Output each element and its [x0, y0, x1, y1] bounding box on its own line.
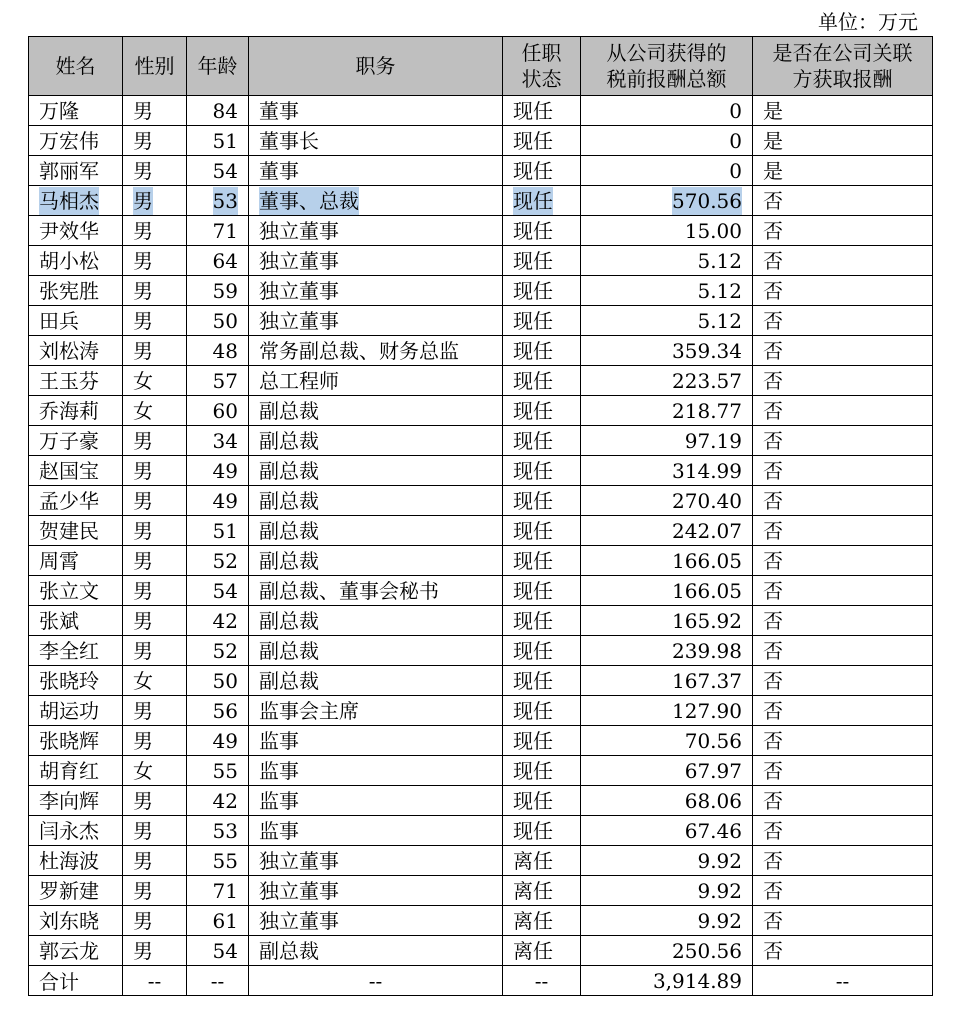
cell-pay: 239.98 [581, 636, 753, 666]
cell-sex: 男 [123, 696, 187, 726]
cell-position: 副总裁、董事会秘书 [249, 576, 503, 606]
header-name: 姓名 [29, 37, 123, 96]
cell-position: 独立董事 [249, 216, 503, 246]
cell-status: 现任 [503, 306, 581, 336]
cell-position: 监事 [249, 786, 503, 816]
cell-sex: 女 [123, 366, 187, 396]
header-position: 职务 [249, 37, 503, 96]
cell-position: 独立董事 [249, 876, 503, 906]
cell-status: 离任 [503, 906, 581, 936]
table-row [29, 216, 933, 246]
total-sex: -- [123, 966, 187, 996]
cell-pay: 67.46 [581, 816, 753, 846]
cell-related: 否 [753, 546, 933, 576]
cell-related: 否 [753, 726, 933, 756]
cell-age: 42 [187, 606, 249, 636]
cell-sex: 男 [123, 636, 187, 666]
cell-age: 52 [187, 546, 249, 576]
table-row [29, 456, 933, 486]
cell-status: 离任 [503, 936, 581, 966]
cell-related: 是 [753, 126, 933, 156]
total-position: -- [249, 966, 503, 996]
cell-name: 闫永杰 [29, 816, 123, 846]
cell-age: 57 [187, 366, 249, 396]
cell-pay: 223.57 [581, 366, 753, 396]
table-row [29, 336, 933, 366]
cell-related: 否 [753, 846, 933, 876]
cell-pay: 68.06 [581, 786, 753, 816]
cell-name: 赵国宝 [29, 456, 123, 486]
cell-related: 否 [753, 366, 933, 396]
cell-name: 李向辉 [29, 786, 123, 816]
cell-position: 总工程师 [249, 366, 503, 396]
cell-pay: 0 [581, 156, 753, 186]
cell-name: 张斌 [29, 606, 123, 636]
cell-status: 现任 [503, 666, 581, 696]
cell-status: 现任 [503, 396, 581, 426]
cell-sex: 男 [123, 276, 187, 306]
cell-pay: 9.92 [581, 876, 753, 906]
cell-name: 杜海波 [29, 846, 123, 876]
cell-age: 52 [187, 636, 249, 666]
cell-pay: 166.05 [581, 546, 753, 576]
table-row [29, 726, 933, 756]
cell-status: 离任 [503, 876, 581, 906]
cell-position: 独立董事 [249, 246, 503, 276]
cell-status: 现任 [503, 576, 581, 606]
cell-age: 51 [187, 516, 249, 546]
cell-related: 否 [753, 636, 933, 666]
total-row [29, 966, 933, 996]
cell-age: 49 [187, 486, 249, 516]
cell-related: 否 [753, 786, 933, 816]
table-row [29, 756, 933, 786]
cell-pay: 0 [581, 126, 753, 156]
table-row [29, 366, 933, 396]
table-row [29, 426, 933, 456]
cell-related: 是 [753, 96, 933, 126]
cell-pay: 167.37 [581, 666, 753, 696]
cell-related: 否 [753, 276, 933, 306]
table-row [29, 786, 933, 816]
cell-pay: 15.00 [581, 216, 753, 246]
cell-age: 84 [187, 96, 249, 126]
cell-sex: 男 [123, 786, 187, 816]
cell-name: 周霄 [29, 546, 123, 576]
cell-age: 55 [187, 846, 249, 876]
cell-name: 王玉芬 [29, 366, 123, 396]
cell-position: 董事、总裁 [249, 186, 503, 216]
table-row [29, 186, 933, 216]
cell-sex: 男 [123, 126, 187, 156]
cell-name: 孟少华 [29, 486, 123, 516]
table-row [29, 546, 933, 576]
cell-position: 副总裁 [249, 936, 503, 966]
cell-name: 马相杰 [29, 186, 123, 216]
cell-name: 万子豪 [29, 426, 123, 456]
cell-pay: 5.12 [581, 276, 753, 306]
cell-related: 否 [753, 246, 933, 276]
cell-position: 副总裁 [249, 546, 503, 576]
cell-sex: 男 [123, 846, 187, 876]
cell-sex: 男 [123, 336, 187, 366]
cell-pay: 314.99 [581, 456, 753, 486]
cell-position: 监事 [249, 816, 503, 846]
total-pay: 3,914.89 [581, 966, 753, 996]
cell-position: 监事会主席 [249, 696, 503, 726]
cell-status: 现任 [503, 426, 581, 456]
cell-pay: 9.92 [581, 906, 753, 936]
total-status: -- [503, 966, 581, 996]
cell-sex: 男 [123, 186, 187, 216]
cell-sex: 男 [123, 906, 187, 936]
cell-status: 现任 [503, 126, 581, 156]
cell-age: 71 [187, 876, 249, 906]
cell-status: 现任 [503, 696, 581, 726]
cell-status: 现任 [503, 96, 581, 126]
cell-sex: 男 [123, 216, 187, 246]
cell-sex: 男 [123, 546, 187, 576]
cell-sex: 男 [123, 486, 187, 516]
cell-related: 否 [753, 456, 933, 486]
cell-age: 49 [187, 456, 249, 486]
cell-position: 董事 [249, 96, 503, 126]
table-row [29, 606, 933, 636]
cell-sex: 男 [123, 156, 187, 186]
cell-related: 否 [753, 606, 933, 636]
cell-sex: 男 [123, 426, 187, 456]
cell-position: 董事 [249, 156, 503, 186]
cell-status: 现任 [503, 606, 581, 636]
total-age: -- [187, 966, 249, 996]
table-row [29, 246, 933, 276]
cell-status: 现任 [503, 816, 581, 846]
unit-label: 单位：万元 [818, 10, 918, 34]
cell-position: 副总裁 [249, 486, 503, 516]
cell-age: 42 [187, 786, 249, 816]
cell-sex: 男 [123, 246, 187, 276]
cell-sex: 男 [123, 516, 187, 546]
cell-related: 否 [753, 576, 933, 606]
cell-age: 50 [187, 666, 249, 696]
cell-name: 田兵 [29, 306, 123, 336]
cell-name: 万宏伟 [29, 126, 123, 156]
cell-pay: 218.77 [581, 396, 753, 426]
cell-status: 现任 [503, 756, 581, 786]
cell-age: 71 [187, 216, 249, 246]
cell-status: 离任 [503, 846, 581, 876]
cell-age: 54 [187, 936, 249, 966]
cell-status: 现任 [503, 456, 581, 486]
cell-pay: 97.19 [581, 426, 753, 456]
table-row [29, 696, 933, 726]
cell-name: 郭云龙 [29, 936, 123, 966]
cell-name: 刘东晓 [29, 906, 123, 936]
cell-position: 副总裁 [249, 456, 503, 486]
cell-age: 54 [187, 576, 249, 606]
cell-status: 现任 [503, 636, 581, 666]
table-row [29, 126, 933, 156]
cell-age: 55 [187, 756, 249, 786]
cell-name: 张立文 [29, 576, 123, 606]
cell-sex: 男 [123, 606, 187, 636]
cell-position: 监事 [249, 756, 503, 786]
header-status: 任职 状态 [503, 37, 581, 96]
header-pay: 从公司获得的 税前报酬总额 [581, 37, 753, 96]
cell-name: 张宪胜 [29, 276, 123, 306]
cell-pay: 242.07 [581, 516, 753, 546]
table-row [29, 936, 933, 966]
cell-related: 是 [753, 156, 933, 186]
cell-sex: 女 [123, 666, 187, 696]
cell-name: 张晓辉 [29, 726, 123, 756]
cell-pay: 166.05 [581, 576, 753, 606]
cell-related: 否 [753, 426, 933, 456]
cell-position: 副总裁 [249, 666, 503, 696]
cell-age: 48 [187, 336, 249, 366]
cell-name: 张晓玲 [29, 666, 123, 696]
table-body [29, 96, 933, 966]
cell-related: 否 [753, 906, 933, 936]
cell-status: 现任 [503, 216, 581, 246]
cell-related: 否 [753, 876, 933, 906]
table-row [29, 96, 933, 126]
cell-age: 59 [187, 276, 249, 306]
cell-related: 否 [753, 306, 933, 336]
cell-status: 现任 [503, 726, 581, 756]
cell-sex: 男 [123, 456, 187, 486]
header-age: 年龄 [187, 37, 249, 96]
cell-sex: 女 [123, 396, 187, 426]
compensation-table [28, 36, 933, 996]
cell-sex: 男 [123, 816, 187, 846]
table-row [29, 396, 933, 426]
table-row [29, 636, 933, 666]
cell-related: 否 [753, 516, 933, 546]
table-row [29, 906, 933, 936]
cell-pay: 67.97 [581, 756, 753, 786]
cell-pay: 0 [581, 96, 753, 126]
cell-age: 34 [187, 426, 249, 456]
cell-position: 董事长 [249, 126, 503, 156]
cell-age: 53 [187, 186, 249, 216]
cell-name: 尹效华 [29, 216, 123, 246]
cell-status: 现任 [503, 156, 581, 186]
cell-position: 副总裁 [249, 396, 503, 426]
cell-position: 副总裁 [249, 516, 503, 546]
cell-position: 常务副总裁、财务总监 [249, 336, 503, 366]
cell-name: 郭丽军 [29, 156, 123, 186]
cell-name: 胡育红 [29, 756, 123, 786]
cell-related: 否 [753, 936, 933, 966]
cell-name: 贺建民 [29, 516, 123, 546]
cell-status: 现任 [503, 276, 581, 306]
cell-related: 否 [753, 756, 933, 786]
cell-age: 50 [187, 306, 249, 336]
cell-position: 独立董事 [249, 906, 503, 936]
table-row [29, 516, 933, 546]
header-row [29, 37, 933, 96]
cell-name: 罗新建 [29, 876, 123, 906]
cell-position: 副总裁 [249, 636, 503, 666]
cell-age: 60 [187, 396, 249, 426]
cell-age: 49 [187, 726, 249, 756]
cell-sex: 男 [123, 876, 187, 906]
table-row [29, 156, 933, 186]
cell-status: 现任 [503, 786, 581, 816]
header-sex: 性别 [123, 37, 187, 96]
cell-position: 独立董事 [249, 846, 503, 876]
table-row [29, 846, 933, 876]
cell-name: 胡小松 [29, 246, 123, 276]
cell-related: 否 [753, 396, 933, 426]
cell-sex: 男 [123, 96, 187, 126]
cell-position: 副总裁 [249, 426, 503, 456]
total-related: -- [753, 966, 933, 996]
cell-related: 否 [753, 666, 933, 696]
cell-related: 否 [753, 696, 933, 726]
cell-status: 现任 [503, 516, 581, 546]
cell-pay: 250.56 [581, 936, 753, 966]
cell-status: 现任 [503, 486, 581, 516]
cell-sex: 男 [123, 306, 187, 336]
cell-sex: 男 [123, 726, 187, 756]
table-row [29, 816, 933, 846]
table-row [29, 876, 933, 906]
cell-age: 54 [187, 156, 249, 186]
cell-status: 现任 [503, 336, 581, 366]
cell-status: 现任 [503, 546, 581, 576]
table-row [29, 486, 933, 516]
cell-name: 胡运功 [29, 696, 123, 726]
cell-pay: 570.56 [581, 186, 753, 216]
cell-related: 否 [753, 816, 933, 846]
cell-sex: 男 [123, 576, 187, 606]
cell-position: 独立董事 [249, 276, 503, 306]
cell-age: 61 [187, 906, 249, 936]
table-row [29, 306, 933, 336]
cell-position: 副总裁 [249, 606, 503, 636]
cell-related: 否 [753, 336, 933, 366]
cell-pay: 165.92 [581, 606, 753, 636]
cell-age: 56 [187, 696, 249, 726]
table-row [29, 276, 933, 306]
cell-pay: 9.92 [581, 846, 753, 876]
cell-related: 否 [753, 186, 933, 216]
cell-position: 独立董事 [249, 306, 503, 336]
cell-pay: 5.12 [581, 306, 753, 336]
table-row [29, 666, 933, 696]
cell-related: 否 [753, 486, 933, 516]
cell-status: 现任 [503, 246, 581, 276]
cell-name: 乔海莉 [29, 396, 123, 426]
cell-age: 51 [187, 126, 249, 156]
cell-age: 64 [187, 246, 249, 276]
cell-pay: 270.40 [581, 486, 753, 516]
table-row [29, 576, 933, 606]
cell-status: 现任 [503, 186, 581, 216]
cell-pay: 70.56 [581, 726, 753, 756]
cell-pay: 5.12 [581, 246, 753, 276]
cell-name: 李全红 [29, 636, 123, 666]
cell-sex: 男 [123, 936, 187, 966]
total-label: 合计 [29, 966, 123, 996]
cell-related: 否 [753, 216, 933, 246]
cell-sex: 女 [123, 756, 187, 786]
cell-status: 现任 [503, 366, 581, 396]
cell-pay: 359.34 [581, 336, 753, 366]
cell-name: 万隆 [29, 96, 123, 126]
cell-pay: 127.90 [581, 696, 753, 726]
header-related: 是否在公司关联 方获取报酬 [753, 37, 933, 96]
cell-age: 53 [187, 816, 249, 846]
cell-position: 监事 [249, 726, 503, 756]
cell-name: 刘松涛 [29, 336, 123, 366]
